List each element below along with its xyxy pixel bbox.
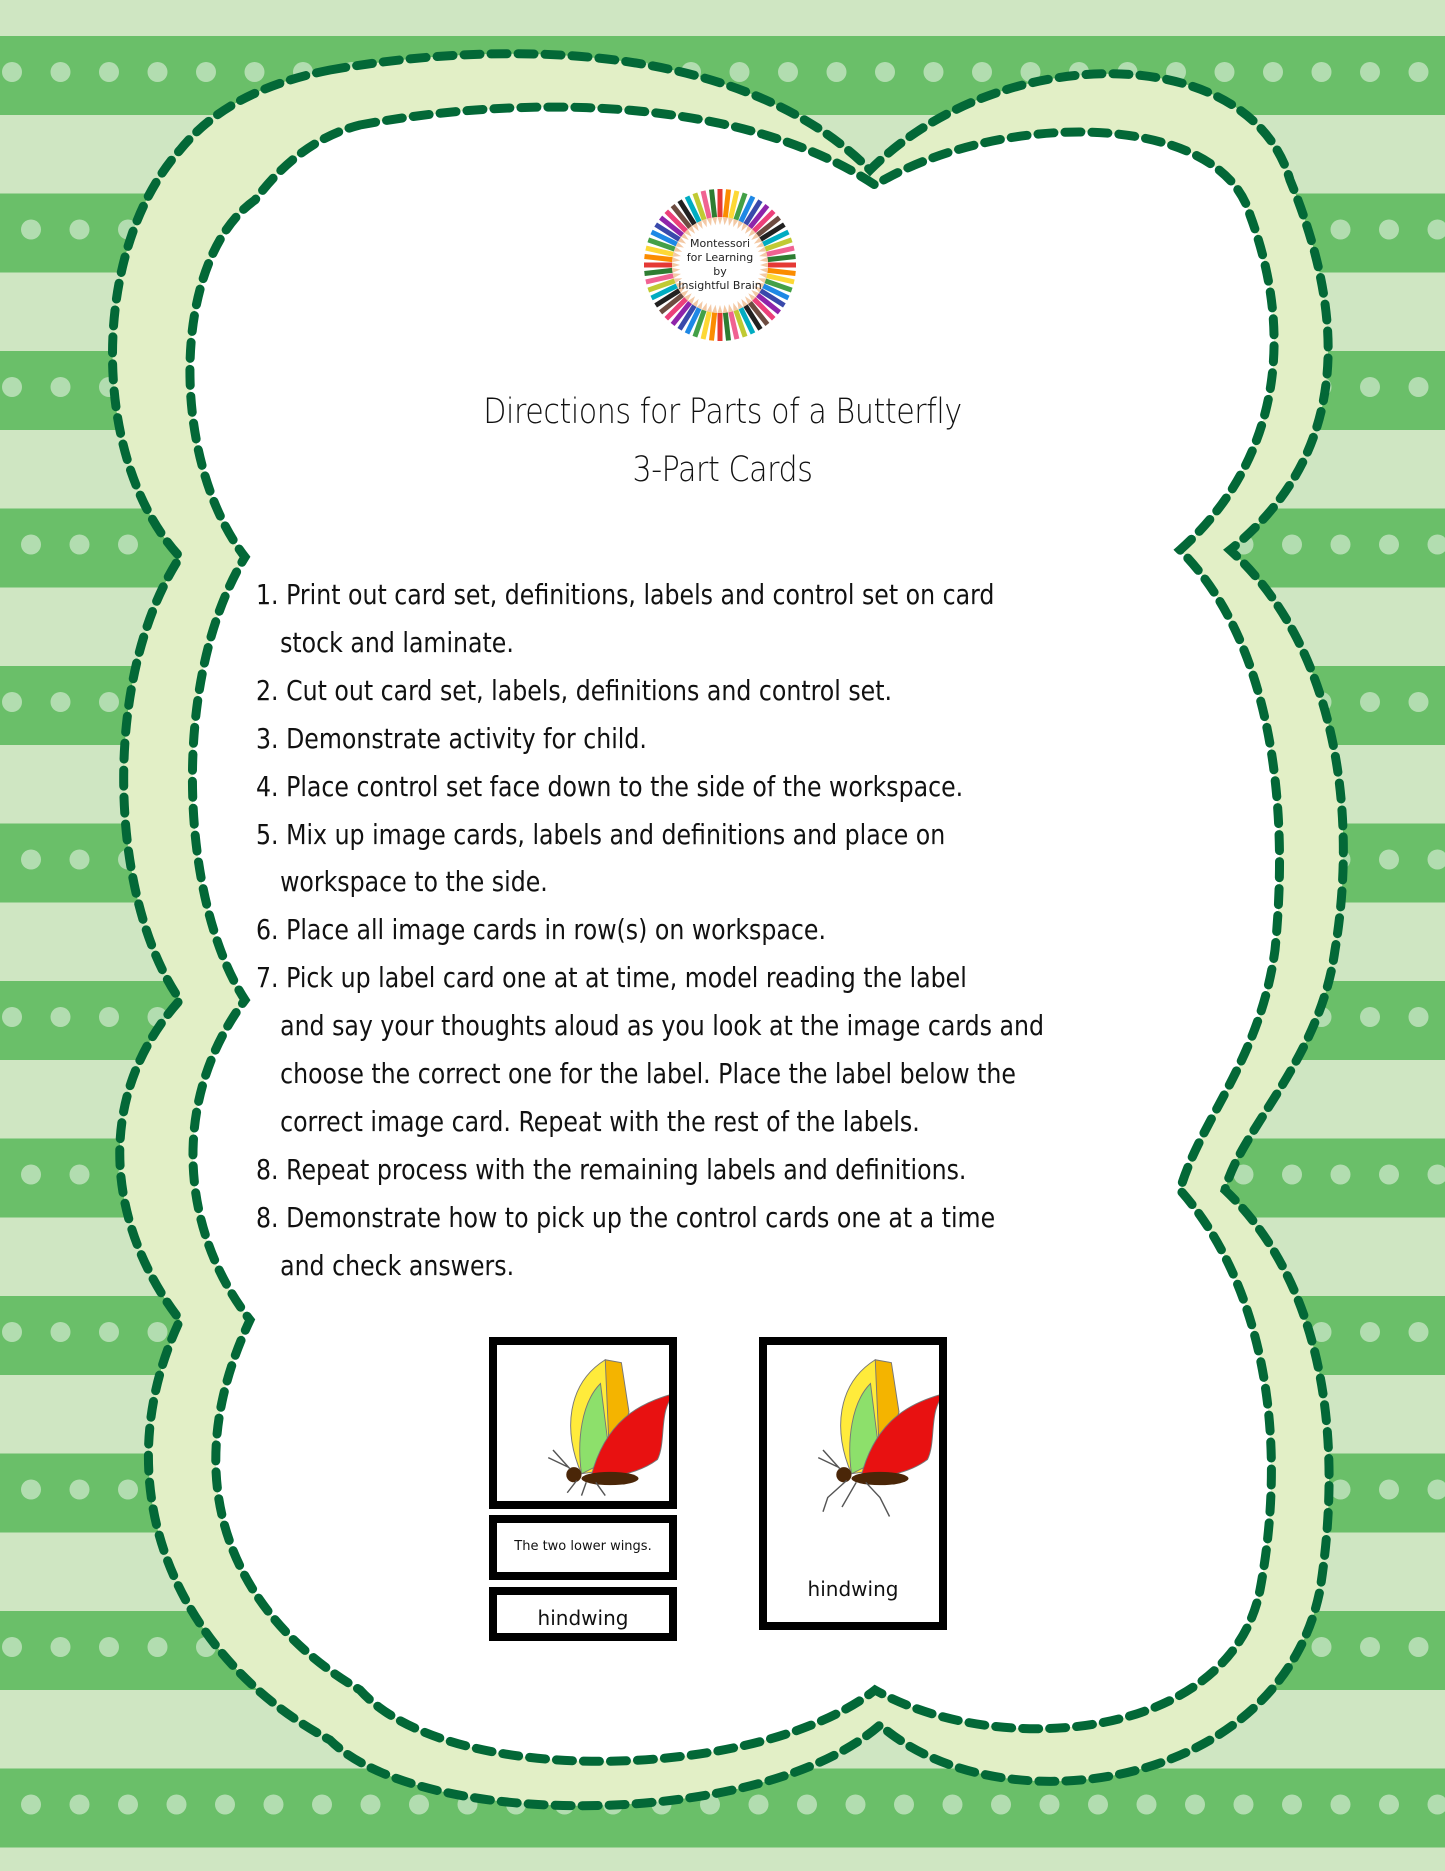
butterfly-icon xyxy=(497,1345,669,1501)
label-card xyxy=(489,1587,677,1641)
definition-text: The two lower wings. xyxy=(514,1539,652,1554)
step-line: 7. Pick up label card one at at time, model reading the label xyxy=(256,962,967,995)
step-line: 3. Demonstrate activity for child. xyxy=(256,722,647,755)
picture-card xyxy=(489,1337,677,1509)
logo-line: for Learning xyxy=(686,251,754,264)
logo-text xyxy=(630,175,810,355)
logo xyxy=(630,175,810,355)
step-line: 8. Repeat process with the remaining labels and definitions. xyxy=(256,1153,967,1186)
step-line: 1. Print out card set, definitions, labels and control set on card xyxy=(256,579,995,611)
step-line: 8. Demonstrate how to pick up the control cards one at a time xyxy=(256,1201,996,1234)
page-title: Directions for Parts of a Butterfly xyxy=(483,392,962,432)
logo-line: Montessori xyxy=(689,237,751,250)
step-line: and check answers. xyxy=(280,1249,515,1282)
step-line: correct image card. Repeat with the rest of the labels. xyxy=(280,1105,920,1138)
step-line: workspace to the side. xyxy=(280,866,548,899)
definition-card xyxy=(489,1515,677,1580)
page-subtitle: 3-Part Cards xyxy=(632,450,813,490)
directions-list xyxy=(256,572,1116,1291)
step-line: 5. Mix up image cards, labels and definitions and place on xyxy=(256,818,946,851)
step-line: and say your thoughts aloud as you look at the image cards and xyxy=(280,1010,1044,1043)
step-line: choose the correct one for the label. Place the label below the xyxy=(280,1058,1016,1091)
step-line: 4. Place control set face down to the side of the workspace. xyxy=(256,770,964,803)
control-label-text: hindwing xyxy=(807,1577,899,1601)
butterfly-icon xyxy=(767,1345,939,1535)
control-card xyxy=(759,1337,947,1630)
step-line: 2. Cut out card set, labels, definitions and control set. xyxy=(256,674,893,707)
logo-line: by xyxy=(713,265,727,278)
label-text: hindwing xyxy=(537,1606,629,1630)
logo-line: Insightful Brain xyxy=(678,279,762,292)
step-line: stock and laminate. xyxy=(280,626,514,659)
step-line: 6. Place all image cards in row(s) on workspace. xyxy=(256,914,826,947)
